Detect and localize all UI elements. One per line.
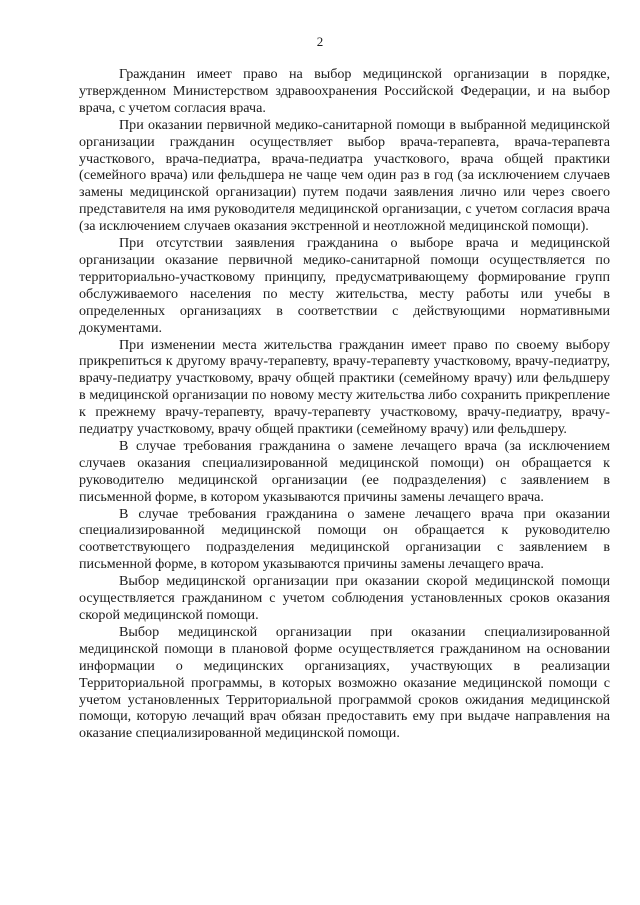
paragraph-emergency-care: Выбор медицинской организации при оказании скорой медицинской помощи осуществляется гражданином с учетом соблюдения установленных сроков оказания скорой медицинской помощи. (79, 573, 610, 623)
paragraph-change-of-residence: При изменении места жительства гражданин имеет право по своему выбору прикрепиться к другому врачу-терапевту, врачу-терапевту участковому, врачу-педиатру, врачу-педиатру участковому, врачу общей практики (семейному врачу) или фельдшеру в медицинской организации по новому месту жительства либо сохранить прикрепление к прежнему врачу-терапевту, врачу-терапевту участковому, врачу-педиатру, врачу-педиатру участковому, врачу общей практики (семейному врачу) или фельдшеру. (79, 336, 610, 438)
page-number: 2 (316, 34, 324, 49)
paragraph-specialized-replacement: В случае требования гражданина о замене лечащего врача при оказании специализированной медицинской помощи он обращается к руководителю соответствующего подразделения медицинской организации с заявлением в письменной форме, в котором указываются причины замены лечащего врача. (79, 505, 610, 573)
paragraph-primary-care-choice: При оказании первичной медико-санитарной помощи в выбранной медицинской организации гражданин осуществляет выбор врача-терапевта, врача-терапевта участкового, врача-педиатра, врача-педиатра участкового, врача общей практики (семейного врача) или фельдшера не чаще чем один раз в год (за исключением случаев замены медицинской организации) путем подачи заявления лично или через своего представителя на имя руководителя медицинской организации, с учетом согласия врача (за исключением случаев оказания экстренной и неотложной медицинской помощи). (79, 116, 610, 235)
paragraph-choice-of-organization: Гражданин имеет право на выбор медицинской организации в порядке, утвержденном Министерством здравоохранения Российской Федерации, и на выбор врача, с учетом согласия врача. (79, 66, 610, 116)
paragraph-doctor-replacement: В случае требования гражданина о замене лечащего врача (за исключением случаев оказания специализированной медицинской помощи) он обращается к руководителю медицинской организации (ее подразделения) с заявлением в письменной форме, в котором указываются причины замены лечащего врача. (79, 437, 610, 505)
paragraph-territorial-principle: При отсутствии заявления гражданина о выборе врача и медицинской организации оказание первичной медико-санитарной помощи осуществляется по территориально-участковому принципу, предусматривающему формирование групп обслуживаемого населения по месту жительства, месту работы или учебы в определенных организациях в соответствии с действующими нормативными документами. (79, 235, 610, 336)
paragraph-planned-specialized-care: Выбор медицинской организации при оказании специализированной медицинской помощи в плановой форме осуществляется гражданином на основании информации о медицинских организациях, участвующих в реализации Территориальной программы, в которых возможно оказание медицинской помощи с учетом установленных Территориальной программой сроков ожидания медицинской помощи, которую лечащий врач обязан предоставить ему при выдаче направления на оказание специализированной медицинской помощи. (79, 623, 610, 742)
document-body (79, 66, 610, 742)
